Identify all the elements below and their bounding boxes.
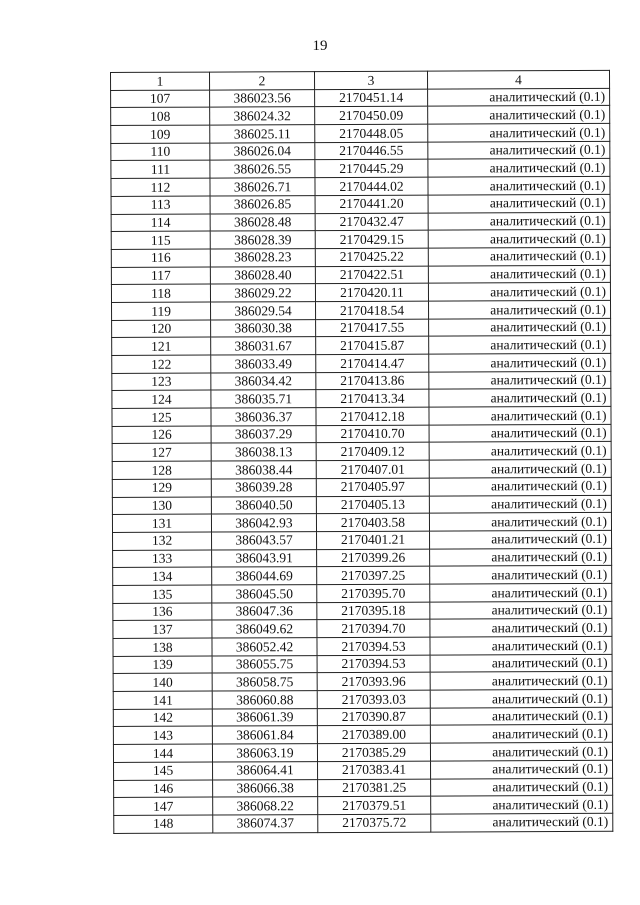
x-coordinate-cell: 386038.13: [211, 443, 316, 461]
table-header-row: [111, 70, 610, 90]
table-row: [111, 141, 610, 161]
y-coordinate-cell: 2170448.05: [315, 124, 428, 142]
point-number-cell: 126: [112, 426, 211, 444]
y-coordinate-cell: 2170444.02: [315, 177, 428, 195]
y-coordinate-cell: 2170375.72: [318, 814, 431, 832]
method-cell: аналитический (0.1): [429, 389, 611, 407]
method-cell: аналитический (0.1): [428, 230, 610, 248]
table-row: [114, 760, 613, 780]
method-cell: аналитический (0.1): [429, 477, 611, 495]
x-coordinate-cell: 386063.19: [212, 744, 317, 762]
x-coordinate-cell: 386026.04: [210, 142, 315, 160]
point-number-cell: 124: [112, 390, 211, 408]
point-number-cell: 108: [111, 107, 210, 125]
table-row: [111, 88, 610, 108]
table-row: [114, 778, 613, 798]
method-cell: аналитический (0.1): [431, 796, 613, 814]
point-number-cell: 117: [111, 267, 210, 285]
x-coordinate-cell: 386060.88: [212, 691, 317, 709]
y-coordinate-cell: 2170407.01: [316, 460, 429, 478]
table-row: [114, 813, 613, 833]
point-number-cell: 107: [111, 90, 210, 108]
method-cell: аналитический (0.1): [430, 601, 612, 619]
method-cell: аналитический (0.1): [429, 495, 611, 513]
point-number-cell: 123: [112, 373, 211, 391]
x-coordinate-cell: 386052.42: [212, 638, 317, 656]
x-coordinate-cell: 386043.57: [212, 531, 317, 549]
x-coordinate-cell: 386040.50: [211, 496, 316, 514]
x-coordinate-cell: 386034.42: [211, 372, 316, 390]
method-cell: аналитический (0.1): [429, 406, 611, 424]
table-row: [113, 619, 612, 639]
y-coordinate-cell: 2170420.11: [315, 283, 428, 301]
method-cell: аналитический (0.1): [428, 265, 610, 283]
x-coordinate-cell: 386026.71: [210, 178, 315, 196]
y-coordinate-cell: 2170395.18: [317, 602, 430, 620]
table-row: [112, 300, 611, 320]
method-cell: аналитический (0.1): [430, 707, 612, 725]
point-number-cell: 140: [113, 673, 212, 691]
table-row: [113, 672, 612, 692]
table-row: [112, 459, 611, 479]
point-number-cell: 143: [113, 726, 212, 744]
method-cell: аналитический (0.1): [428, 194, 610, 212]
y-coordinate-cell: 2170379.51: [318, 796, 431, 814]
page-number: 19: [312, 38, 328, 54]
y-coordinate-cell: 2170413.86: [316, 372, 429, 390]
table-row: [111, 283, 610, 303]
point-number-cell: 146: [114, 780, 213, 798]
y-coordinate-cell: 2170422.51: [315, 266, 428, 284]
x-coordinate-cell: 386028.40: [210, 266, 315, 284]
method-cell: аналитический (0.1): [430, 530, 612, 548]
method-cell: аналитический (0.1): [430, 548, 612, 566]
table-row: [112, 336, 611, 356]
y-coordinate-cell: 2170403.58: [316, 513, 429, 531]
point-number-cell: 144: [113, 744, 212, 762]
table-row: [111, 230, 610, 250]
x-coordinate-cell: 386058.75: [212, 673, 317, 691]
method-cell: аналитический (0.1): [430, 583, 612, 601]
point-number-cell: 129: [112, 479, 211, 497]
x-coordinate-cell: 386043.91: [212, 549, 317, 567]
table-row: [113, 654, 612, 674]
x-coordinate-cell: 386030.38: [211, 319, 316, 337]
method-cell: аналитический (0.1): [428, 212, 610, 230]
table-row: [112, 371, 611, 391]
column-header-4: 4: [427, 70, 609, 88]
point-number-cell: 131: [112, 514, 211, 532]
y-coordinate-cell: 2170405.13: [316, 496, 429, 514]
method-cell: аналитический (0.1): [429, 371, 611, 389]
x-coordinate-cell: 386036.37: [211, 408, 316, 426]
method-cell: аналитический (0.1): [430, 725, 612, 743]
method-cell: аналитический (0.1): [430, 619, 612, 637]
method-cell: аналитический (0.1): [428, 123, 610, 141]
x-coordinate-cell: 386029.22: [210, 284, 315, 302]
y-coordinate-cell: 2170394.53: [317, 655, 430, 673]
y-coordinate-cell: 2170385.29: [317, 743, 430, 761]
table-row: [111, 247, 610, 267]
y-coordinate-cell: 2170451.14: [315, 89, 428, 107]
y-coordinate-cell: 2170441.20: [315, 195, 428, 213]
x-coordinate-cell: 386031.67: [211, 337, 316, 355]
method-cell: аналитический (0.1): [430, 636, 612, 654]
method-cell: аналитический (0.1): [428, 247, 610, 265]
point-number-cell: 112: [111, 178, 210, 196]
method-cell: аналитический (0.1): [430, 566, 612, 584]
y-coordinate-cell: 2170425.22: [315, 248, 428, 266]
y-coordinate-cell: 2170432.47: [315, 213, 428, 231]
x-coordinate-cell: 386028.48: [210, 213, 315, 231]
y-coordinate-cell: 2170393.03: [317, 690, 430, 708]
method-cell: аналитический (0.1): [429, 442, 611, 460]
point-number-cell: 116: [111, 249, 210, 267]
x-coordinate-cell: 386044.69: [212, 567, 317, 585]
x-coordinate-cell: 386025.11: [210, 125, 315, 143]
method-cell: аналитический (0.1): [431, 760, 613, 778]
method-cell: аналитический (0.1): [429, 459, 611, 477]
x-coordinate-cell: 386064.41: [213, 761, 318, 779]
point-number-cell: 114: [111, 214, 210, 232]
y-coordinate-cell: 2170399.26: [317, 549, 430, 567]
method-cell: аналитический (0.1): [429, 336, 611, 354]
point-number-cell: 125: [112, 408, 211, 426]
y-coordinate-cell: 2170417.55: [316, 319, 429, 337]
table-row: [112, 353, 611, 373]
point-number-cell: 130: [112, 497, 211, 515]
y-coordinate-cell: 2170412.18: [316, 407, 429, 425]
method-cell: аналитический (0.1): [428, 141, 610, 159]
point-number-cell: 135: [113, 585, 212, 603]
method-cell: аналитический (0.1): [428, 159, 610, 177]
y-coordinate-cell: 2170415.87: [316, 336, 429, 354]
x-coordinate-cell: 386024.32: [210, 107, 315, 125]
y-coordinate-cell: 2170383.41: [318, 761, 431, 779]
table-row: [113, 548, 612, 568]
column-header-2: 2: [210, 72, 315, 90]
x-coordinate-cell: 386039.28: [211, 478, 316, 496]
y-coordinate-cell: 2170418.54: [316, 301, 429, 319]
x-coordinate-cell: 386028.23: [210, 248, 315, 266]
point-number-cell: 119: [112, 302, 211, 320]
point-number-cell: 148: [114, 815, 213, 833]
table-row: [111, 176, 610, 196]
point-number-cell: 133: [113, 550, 212, 568]
table-row: [112, 424, 611, 444]
point-number-cell: 139: [113, 656, 212, 674]
table-row: [111, 265, 610, 285]
point-number-cell: 137: [113, 620, 212, 638]
table-row: [112, 513, 611, 533]
column-header-1: 1: [111, 72, 210, 90]
table-row: [113, 742, 612, 762]
y-coordinate-cell: 2170409.12: [316, 443, 429, 461]
table-row: [112, 477, 611, 497]
y-coordinate-cell: 2170395.70: [317, 584, 430, 602]
method-cell: аналитический (0.1): [430, 742, 612, 760]
y-coordinate-cell: 2170414.47: [316, 354, 429, 372]
point-number-cell: 142: [113, 709, 212, 727]
table-row: [111, 212, 610, 232]
point-number-cell: 121: [112, 337, 211, 355]
y-coordinate-cell: 2170446.55: [315, 142, 428, 160]
point-number-cell: 127: [112, 443, 211, 461]
x-coordinate-cell: 386033.49: [211, 355, 316, 373]
method-cell: аналитический (0.1): [431, 778, 613, 796]
x-coordinate-cell: 386045.50: [212, 585, 317, 603]
x-coordinate-cell: 386029.54: [211, 302, 316, 320]
point-number-cell: 136: [113, 603, 212, 621]
y-coordinate-cell: 2170413.34: [316, 389, 429, 407]
method-cell: аналитический (0.1): [430, 672, 612, 690]
method-cell: аналитический (0.1): [431, 813, 613, 831]
point-number-cell: 109: [111, 125, 210, 143]
y-coordinate-cell: 2170429.15: [315, 230, 428, 248]
table-row: [113, 566, 612, 586]
point-number-cell: 113: [111, 196, 210, 214]
table-row: [111, 106, 610, 126]
point-number-cell: 145: [114, 762, 213, 780]
x-coordinate-cell: 386066.38: [213, 779, 318, 797]
y-coordinate-cell: 2170394.70: [317, 619, 430, 637]
point-number-cell: 118: [111, 284, 210, 302]
x-coordinate-cell: 386042.93: [211, 514, 316, 532]
point-number-cell: 141: [113, 691, 212, 709]
table-row: [112, 318, 611, 338]
x-coordinate-cell: 386038.44: [211, 461, 316, 479]
point-number-cell: 138: [113, 638, 212, 656]
x-coordinate-cell: 386049.62: [212, 620, 317, 638]
point-number-cell: 111: [111, 161, 210, 179]
x-coordinate-cell: 386061.84: [212, 726, 317, 744]
y-coordinate-cell: 2170410.70: [316, 425, 429, 443]
table-row: [113, 583, 612, 603]
point-number-cell: 132: [113, 532, 212, 550]
method-cell: аналитический (0.1): [428, 88, 610, 106]
method-cell: аналитический (0.1): [429, 300, 611, 318]
table-row: [112, 442, 611, 462]
method-cell: аналитический (0.1): [429, 424, 611, 442]
y-coordinate-cell: 2170450.09: [315, 106, 428, 124]
table-row: [113, 689, 612, 709]
method-cell: аналитический (0.1): [429, 513, 611, 531]
x-coordinate-cell: 386037.29: [211, 425, 316, 443]
table-row: [113, 707, 612, 727]
y-coordinate-cell: 2170389.00: [317, 726, 430, 744]
y-coordinate-cell: 2170381.25: [318, 779, 431, 797]
x-coordinate-cell: 386061.39: [212, 708, 317, 726]
y-coordinate-cell: 2170445.29: [315, 160, 428, 178]
table-row: [111, 159, 610, 179]
table-row: [114, 796, 613, 816]
y-coordinate-cell: 2170394.53: [317, 637, 430, 655]
table-row: [112, 495, 611, 515]
table-row: [111, 123, 610, 143]
x-coordinate-cell: 386026.55: [210, 160, 315, 178]
table-row: [113, 725, 612, 745]
point-number-cell: 128: [112, 461, 211, 479]
method-cell: аналитический (0.1): [428, 283, 610, 301]
table-row: [113, 530, 612, 550]
y-coordinate-cell: 2170405.97: [316, 478, 429, 496]
point-number-cell: 147: [114, 797, 213, 815]
method-cell: аналитический (0.1): [428, 106, 610, 124]
x-coordinate-cell: 386028.39: [210, 231, 315, 249]
y-coordinate-cell: 2170397.25: [317, 566, 430, 584]
x-coordinate-cell: 386035.71: [211, 390, 316, 408]
point-number-cell: 122: [112, 355, 211, 373]
method-cell: аналитический (0.1): [428, 176, 610, 194]
method-cell: аналитический (0.1): [430, 654, 612, 672]
table-row: [113, 636, 612, 656]
y-coordinate-cell: 2170393.96: [317, 672, 430, 690]
table-row: [111, 194, 610, 214]
table-row: [112, 389, 611, 409]
column-header-3: 3: [315, 71, 428, 89]
point-number-cell: 120: [112, 320, 211, 338]
method-cell: аналитический (0.1): [429, 318, 611, 336]
table-row: [112, 406, 611, 426]
x-coordinate-cell: 386023.56: [210, 89, 315, 107]
point-number-cell: 115: [111, 231, 210, 249]
method-cell: аналитический (0.1): [430, 689, 612, 707]
point-number-cell: 110: [111, 143, 210, 161]
coordinates-table: [110, 70, 613, 834]
y-coordinate-cell: 2170401.21: [317, 531, 430, 549]
x-coordinate-cell: 386026.85: [210, 195, 315, 213]
method-cell: аналитический (0.1): [429, 353, 611, 371]
point-number-cell: 134: [113, 567, 212, 585]
x-coordinate-cell: 386068.22: [213, 797, 318, 815]
table-body: [111, 88, 613, 833]
y-coordinate-cell: 2170390.87: [317, 708, 430, 726]
x-coordinate-cell: 386074.37: [213, 814, 318, 832]
table-row: [113, 601, 612, 621]
x-coordinate-cell: 386055.75: [212, 655, 317, 673]
x-coordinate-cell: 386047.36: [212, 602, 317, 620]
